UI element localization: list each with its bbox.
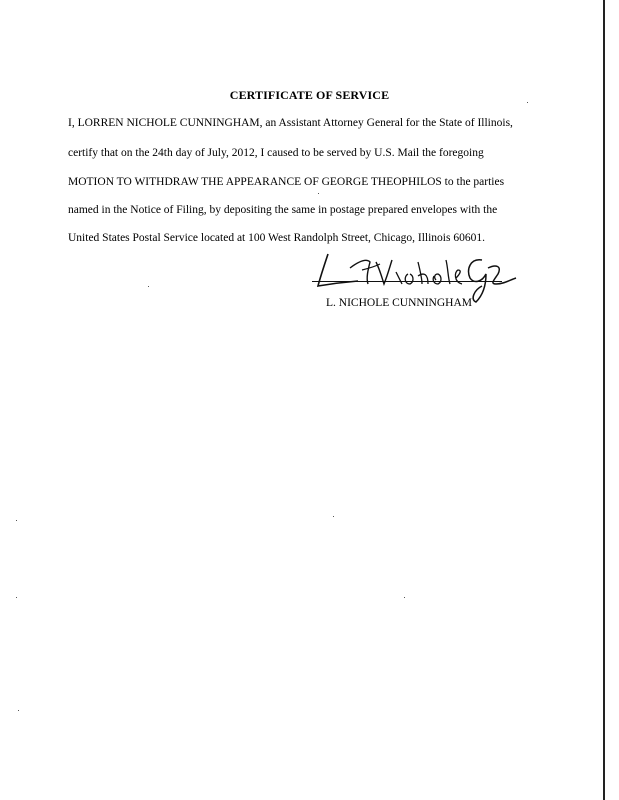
body-line-5: United States Postal Service located at 100 West Randolph Street, Chicago, Illinois 60601. bbox=[68, 232, 485, 244]
body-line-4: named in the Notice of Filing, by depositing the same in postage prepared envelopes with the bbox=[68, 204, 498, 216]
scan-edge bbox=[603, 0, 605, 800]
scan-speck bbox=[333, 516, 334, 517]
scan-speck bbox=[318, 193, 319, 194]
scan-speck bbox=[16, 520, 17, 521]
scan-speck bbox=[148, 286, 149, 287]
signature-line bbox=[312, 281, 502, 282]
scan-speck bbox=[527, 102, 528, 103]
signer-name: L. NICHOLE CUNNINGHAM bbox=[326, 297, 472, 309]
handwritten-signature bbox=[310, 244, 520, 304]
document-title: CERTIFICATE OF SERVICE bbox=[229, 88, 390, 102]
body-line-3: MOTION TO WITHDRAW THE APPEARANCE OF GEORGE THEOPHILOS to the parties bbox=[68, 176, 505, 188]
scan-speck bbox=[18, 710, 19, 711]
body-line-2: certify that on the 24th day of July, 2012, I caused to be served by U.S. Mail the foregoing bbox=[68, 147, 484, 159]
scan-speck bbox=[404, 597, 405, 598]
scan-speck bbox=[16, 597, 17, 598]
body-line-1: I, LORREN NICHOLE CUNNINGHAM, an Assistant Attorney General for the State of Illinois, bbox=[68, 117, 513, 129]
